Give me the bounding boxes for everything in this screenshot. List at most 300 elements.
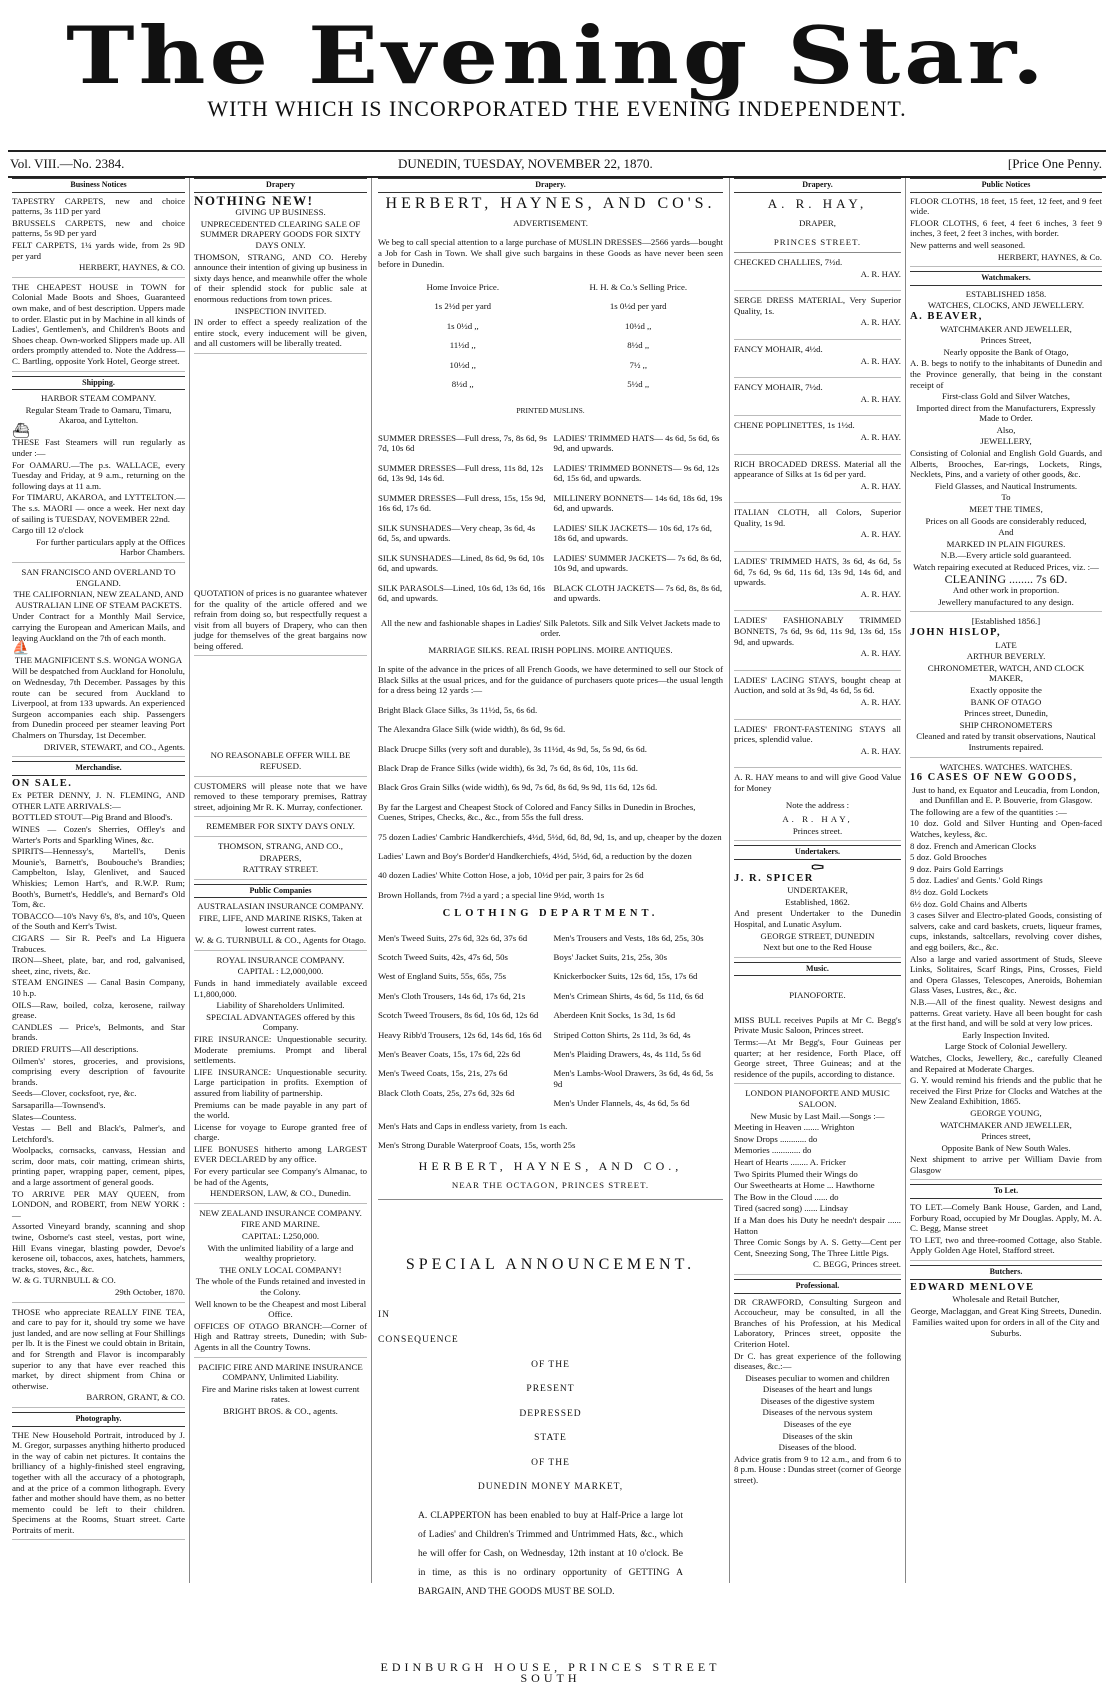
on-sale-line: Seeds—Clover, cocksfoot, rye, &c. <box>12 1088 137 1099</box>
hay-means-text: A. R. HAY means to and will give Good Value for Money <box>734 772 901 793</box>
nz-title: NEW ZEALAND INSURANCE COMPANY. <box>199 1207 362 1218</box>
harbor-line: Regular Steam Trade to Oamaru, Timaru, Akaroa, and Lyttelton. <box>25 404 172 426</box>
hay-address: A. R. HAY, <box>782 814 853 825</box>
young-line: G. Y. would remind his friends and the public that he received the First Prize for Clocks and Watches at the New Zealand Exhibition, 1865. <box>910 1075 1102 1107</box>
section-to-let: To Let. <box>910 1184 1102 1199</box>
hay-signature: A. R. HAY. <box>860 393 901 404</box>
muslin-header: Home Invoice Price. <box>426 281 500 292</box>
australasian-title: AUSTRALASIAN INSURANCE COMPANY. <box>197 901 364 912</box>
section-public-notices: Public Notices <box>910 178 1102 193</box>
disease-item: Diseases of the blood. <box>778 1442 857 1453</box>
clothing-item: Men's Cloth Trousers, 14s 6d, 17s 6d, 21s <box>378 990 526 1001</box>
section-drapery: Drapery. <box>378 178 723 193</box>
muslin-price: 1s 0½d per yard <box>609 301 667 312</box>
hats-item: Men's Strong Durable Waterproof Coats, 15s, worth 25s <box>378 1140 576 1151</box>
special-line: OF THE <box>531 1359 570 1370</box>
harbor-line: THESE Fast Steamers will run regularly as under :— <box>12 437 185 459</box>
customers-ad <box>194 781 367 818</box>
beaver-line: ESTABLISHED 1858. <box>965 288 1047 299</box>
on-sale-line: TO ARRIVE PER MAY QUEEN, from LONDON, and ROBERT, from NEW YORK :— <box>12 1188 185 1220</box>
young-line: 8 doz. French and American Clocks <box>910 840 1037 851</box>
harbor-line: Cargo till 12 o'clock <box>12 525 84 536</box>
muslin-price: 1s 0½d ,, <box>446 320 479 331</box>
hay-ad <box>734 257 901 291</box>
beaver-line: Watch repairing executed at Reduced Prices, viz. :— <box>913 562 1099 572</box>
young-line: WATCHES. WATCHES. WATCHES. <box>939 761 1073 772</box>
carpets-line: TAPESTRY CARPETS, new and choice patterns, 3s 11D per yard <box>12 195 185 217</box>
carpets-line: FELT CARPETS, 1¼ yards wide, from 2s 9D per yard <box>12 239 185 261</box>
hay-ad-text: CHECKED CHALLIES, 7½d. <box>734 256 843 267</box>
young-line: 16 CASES OF NEW GOODS, <box>910 772 1078 784</box>
sanfran-line: THE MAGNIFICENT S.S. WONGA WONGA <box>14 654 183 665</box>
nothing-new-line: IN order to effect a speedy realization of the entire stock, every inducement will be given, and all customers will be liberally treated. <box>194 317 367 349</box>
pacific-line: BRIGHT BROS. & CO., agents. <box>223 1405 338 1416</box>
nothing-new-line: INSPECTION INVITED. <box>234 305 327 316</box>
edinburgh-house: EDINBURGH HOUSE, PRINCES STREET SOUTH <box>380 1660 721 1685</box>
dress-price-list <box>378 424 723 613</box>
disease-item: Diseases of the heart and lungs <box>762 1384 873 1395</box>
clothing-item: West of England Suits, 55s, 65s, 75s <box>378 971 507 982</box>
on-sale-line: Ex PETER DENNY, J. N. FLEMING, AND OTHER LATE ARRIVALS:— <box>12 790 185 811</box>
song-item: If a Man does his Duty he needn't despair ...... Hatton <box>734 1214 901 1236</box>
beaver-line: Nearly opposite the Bank of Otago, <box>943 346 1069 357</box>
royal-line: LIFE INSURANCE: Unquestionable security. Large participation in profits. Exemption of assured from liability of partnership. <box>194 1066 367 1098</box>
cheapest-house-ad <box>12 282 185 372</box>
hay-ad <box>734 420 901 454</box>
on-sale-line: STEAM ENGINES — Canal Basin Company, 10 h.p. <box>12 977 185 998</box>
clothing-left-list <box>378 924 548 1118</box>
dress-item: LADIES' SUMMER JACKETS— 7s 6d, 8s 6d, 10s 9d, and upwards. <box>553 552 722 574</box>
harbor-steam-ad <box>12 393 185 563</box>
clothing-item: Scotch Tweed Trousers, 8s 6d, 10s 6d, 12s 6d <box>378 1010 539 1021</box>
nothing-new-line: GIVING UP BUSINESS. <box>235 207 326 218</box>
on-sale-line: WINES — Cozen's Sherries, Offley's and Warter's Ports and Sparkling Wines, &c. <box>12 824 185 845</box>
beaver-line: Consisting of Colonial and English Gold Guards, and Alberts, Brooches, Ear-rings, Lockets, Rings, Necklets, Pins, and a variety of other goods, &c. <box>910 448 1102 480</box>
royal-line: License for voyage to Europe granted free of charge. <box>194 1121 367 1143</box>
hay-ad-text: LADIES' LACING STAYS, bought cheap at Auction, and sold at 3s 9d, 4s 6d, 5s 6d. <box>734 674 901 696</box>
beaver-line: Prices on all Goods are considerably reduced, <box>925 515 1087 526</box>
dress-item: LADIES' TRIMMED HATS— 4s 6d, 5s 6d, 6s 9d, and upwards. <box>553 432 720 454</box>
hay-signature: A. R. HAY. <box>860 697 901 707</box>
london-pianoforte-ad <box>734 1088 901 1275</box>
hay-ad <box>734 615 901 670</box>
royal-signature: HENDERSON, LAW, & CO., Dunedin. <box>210 1188 351 1199</box>
on-sale-line: Assorted Vineyard brandy, scanning and shop twine, Osborne's cast steel, vestas, port wine, Hill Evans vinegar, blasting powder, Devoe's kerosene oil, tobaccos, axes, hatchets, hammers, tracks, stoves, &c., &c. <box>12 1221 185 1274</box>
hay-draper: DRAPER, <box>799 217 836 228</box>
on-sale-line: Sarsaparilla—Townsend's. <box>12 1099 106 1110</box>
spicer-line: GEORGE STREET, DUNEDIN <box>760 930 875 941</box>
remember-ad <box>194 821 367 837</box>
marriage-silks-text: In spite of the advance in the prices of all French Goods, we have determined to sell our Stock of Black Silks at the usual prices, and for the guidance of purchasers quote prices—the usual length for a dress being 12 yards :— <box>378 664 723 696</box>
floor-line: FLOOR CLOTHS, 18 feet, 15 feet, 12 feet, and 9 feet wide. <box>910 195 1102 217</box>
pacific-line: Fire and Marine risks taken at lowest current rates. <box>201 1383 360 1405</box>
photography-text: THE New Household Portrait, introduced by J. M. Gregor, surpasses anything hitherto produced in the way of cabin net pictures. It contains the brilliancy of a highly-finished steel engraving, together with all the accuracy of a photograph, and at the price of a common lithograph. Every father and mother should have them, as no better memento could be left to their children. Specimens at the Rooms, Stuart street. Carte Portraits of merit. <box>12 1429 185 1535</box>
young-line: Princes street, <box>981 1131 1031 1142</box>
column-2 <box>190 178 372 1583</box>
hay-means-ad <box>734 772 901 841</box>
hislop-ad <box>910 616 1102 757</box>
royal-insurance-ad <box>194 955 367 1204</box>
clapperton-text: A. CLAPPERTON has been enabled to buy at Half-Price a large lot of Ladies' and Children's Trimmed and Untrimmed Hats, &c., which he will offer for Cash, on Wednesday, 12th instant at 10 o'clock. Be in time, as this is no ordinary opportunity of GETTING A BARGAIN, AND THE GOODS MUST BE SOLD. <box>418 1511 683 1598</box>
price: [Price One Penny. <box>1007 156 1102 171</box>
song-item: Three Comic Songs by A. S. Getty—Cent per Cent, Sneezing Song, The Three Little Pigs. <box>734 1237 901 1258</box>
hay-ad <box>734 459 901 504</box>
hislop-line: Cleaned and rated by transit observations, Nautical Instruments repaired. <box>916 731 1096 752</box>
hay-signature: A. R. HAY. <box>860 648 901 659</box>
steamer-icon: ⛴ <box>12 423 29 439</box>
harbor-line: For TIMARU, AKAROA, and LYTTELTON.—The s.s. MAORI — once a week. Her next day of sailing is TUESDAY, NOVEMBER 22nd. <box>12 492 185 524</box>
to-let-ad <box>910 1202 1102 1261</box>
menlove-line: Wholesale and Retail Butcher, <box>952 1294 1060 1305</box>
on-sale-line: IRON—Sheet, plate, bar, and rod, galvanised, sheet, zinc, rivets, &c. <box>12 955 185 976</box>
beaver-line: WATCHES, CLOCKS, AND JEWELLERY. <box>927 300 1085 311</box>
nothing-new-line: UNPRECEDENTED CLEARING SALE OF SUMMER DRAPERY GOODS FOR SIXTY DAYS ONLY. <box>200 218 361 250</box>
nothing-new-title: NOTHING NEW! <box>194 192 314 208</box>
young-line: 6½ doz. Gold Chains and Alberts <box>910 898 1028 909</box>
australasian-line: W. & G. TURNBULL & CO., Agents for Otago. <box>195 935 366 946</box>
nz-line: THE ONLY LOCAL COMPANY! <box>219 1264 342 1275</box>
clothing-item: Black Cloth Coats, 25s, 27s 6d, 32s 6d <box>378 1087 515 1098</box>
muslin-price: 8½d ,, <box>451 378 474 389</box>
masthead <box>0 0 1114 150</box>
harbor-title: HARBOR STEAM COMPANY. <box>40 393 157 404</box>
san-francisco-ad <box>12 567 185 757</box>
crawford-text: DR CRAWFORD, Consulting Surgeon and Accoucheur, may be consulted, in all the Branches of his Profession, at his Medical Laboratory, Princes street, opposite the Criterion Hotel. <box>734 1296 901 1349</box>
hay-signature: A. R. HAY. <box>860 480 901 491</box>
column-spacer <box>194 358 367 588</box>
young-line: 5 doz. Gold Brooches <box>910 852 987 863</box>
dress-item: LADIES' SILK JACKETS— 10s 6d, 17s 6d, 18s 6d, and upwards. <box>553 522 712 544</box>
young-line: The following are a few of the quantities :— <box>910 806 1067 817</box>
hay-ad-text: LADIES' TRIMMED HATS, 3s 6d, 4s 6d, 5s 6d, 7s 6d, 9s 6d, 11s 6d, 13s 9d, 14s 6d, and upwards. <box>734 556 901 588</box>
hay-signature: A. R. HAY. <box>860 355 901 366</box>
disease-item: Diseases of the nervous system <box>762 1407 873 1418</box>
young-line: 8½ doz. Gold Lockets <box>910 887 988 898</box>
on-sale-line: W. & G. TURNBULL & CO. <box>12 1275 116 1286</box>
royal-line: SPECIAL ADVANTAGES offered by this Company. <box>206 1011 355 1033</box>
song-item: The Bow in the Cloud ...... do <box>734 1191 839 1202</box>
handkerchief-item: Ladies' Lawn and Boy's Border'd Handkerchiefs, 4½d, 5½d, 6d, a reduction by the dozen <box>378 851 692 862</box>
no-reasonable-text: NO REASONABLE OFFER WILL BE REFUSED. <box>210 750 351 772</box>
to-let-item: TO LET, two and three-roomed Cottage, also Stable. Apply Golden Age Hotel, Stafford street. <box>910 1234 1102 1256</box>
beaver-line: Jewellery manufactured to any design. <box>938 596 1074 607</box>
disease-item: Diseases of the skin <box>782 1430 853 1441</box>
spicer-line: UNDERTAKER, <box>787 885 848 896</box>
on-sale-title: ON SALE. <box>12 777 73 789</box>
disease-item: Diseases of the digestive system <box>760 1395 875 1406</box>
on-sale-line: Oilmen's' stores, groceries, and provisions, comprising every description of favourite brands. <box>12 1055 185 1087</box>
clothing-item: Heavy Ribb'd Trousers, 12s 6d, 14s 6d, 16s 6d <box>378 1029 542 1040</box>
royal-line: FIRE INSURANCE: Unquestionable security. Moderate premiums. Prompt and liberal settlements. <box>194 1033 367 1066</box>
hay-heading: A. R. HAY, <box>767 195 868 211</box>
on-sale-line: Slates—Countess. <box>12 1111 77 1122</box>
sanfran-line: Under Contract for a Monthly Mail Service, carrying the European and American Mails, and leaving Auckland on the 7th of each month. <box>12 611 185 643</box>
nz-line: FIRE AND MARINE. <box>241 1219 320 1230</box>
section-merchandise: Merchandise. <box>12 761 185 776</box>
tea-text: THOSE who appreciate REALLY FINE TEA, and care to pay for it, should try some we have just landed, and are now selling at Four Shillings per lb. It is the Finest we could obtain in Britain, and for Strength and Flavor is incomparably superior to any that have ever reached this market, by direct shipment from China or otherwise. <box>12 1306 185 1391</box>
clothing-item: Men's Crimean Shirts, 4s 6d, 5s 11d, 6s 6d <box>553 990 704 1001</box>
song-item: Heart of Hearts ........ A. Fricker <box>734 1157 846 1167</box>
sanfran-line: Will be despatched from Auckland for Honolulu, on Wednesday, 7th December. Passages by this route can be secured from Auckland to Liverpool, at from 133 upwards. An experienced Surgeon accompanies each ship. Passengers from Dunedin proceed per steamer leaving Port Chalmers on Thursday, 1st December. <box>12 666 185 740</box>
dress-item: LADIES' TRIMMED BONNETS— 9s 6d, 12s 6d, 15s 6d, and upwards. <box>553 462 720 484</box>
beaver-line: A. B. begs to notify to the inhabitants of Dunedin and the Province generally, that being in the constant receipt of <box>910 358 1102 390</box>
clothing-item: Scotch Tweed Suits, 42s, 47s 6d, 50s <box>378 952 508 963</box>
special-announcement-title: SPECIAL ANNOUNCEMENT. <box>405 1255 696 1273</box>
silk-item: Black Drap de France Silks (wide width), 6s 3d, 7s 6d, 8s 6d, 10s, 11s 6d. <box>378 762 638 773</box>
dress-right-list <box>554 424 724 613</box>
handkerchief-item: Brown Hollands, from 7½d a yard ; a special line 9½d, worth 1s <box>378 889 605 900</box>
young-line: 3 cases Silver and Electro-plated Goods, consisting of salvers, cake and card baskets, cruets, liqueur frames, cups, inkstands, saltcellars, revolving cover dishes, and egg boilers, &c., &c. <box>910 910 1102 952</box>
menlove-line: Families waited upon for orders in all of the City and Suburbs. <box>912 1317 1100 1338</box>
hislop-line: CHRONOMETER, WATCH, AND CLOCK MAKER, <box>927 662 1085 684</box>
beaver-line: And other work in proportion. <box>952 585 1060 596</box>
muslin-selling-prices <box>554 273 724 398</box>
section-butchers: Butchers. <box>910 1265 1102 1280</box>
section-music: Music. <box>734 962 901 977</box>
silk-item: Black Gros Grain Silks (wide width), 6s 9d, 7s 6d, 8s 6d, 9s 9d, 11s 6d, 12s 6d. <box>378 782 658 793</box>
hislop-line: BANK OF OTAGO <box>970 696 1042 707</box>
column-5 <box>906 178 1106 1583</box>
hay-princes: Princes street. <box>792 825 843 836</box>
nz-line: The whole of the Funds retained and invested in the Colony. <box>195 1276 366 1297</box>
section-watchmakers: Watchmakers. <box>910 271 1102 286</box>
spicer-ad <box>734 857 901 958</box>
hislop-name: JOHN HISLOP, <box>910 626 1002 638</box>
disease-item: Diseases of the eye <box>783 1419 852 1430</box>
sanfran-line: THE CALIFORNIAN, NEW ZEALAND, AND AUSTRALIAN LINE OF STEAM PACKETS. <box>13 589 184 610</box>
herbert-haynes-title: HERBERT, HAYNES, AND CO'S. <box>385 194 716 212</box>
herbert-haynes-signature: HERBERT, HAYNES, AND CO., <box>418 1158 683 1173</box>
section-drapery: Drapery. <box>734 178 901 193</box>
george-young-ad <box>910 762 1102 1181</box>
hay-note: Note the address : <box>785 799 850 810</box>
on-sale-line: BOTTLED STOUT—Pig Brand and Blood's. <box>12 812 173 823</box>
crawford-ad <box>734 1297 901 1490</box>
on-sale-line: Woolpacks, cornsacks, canvass, Hessian and scrim, door mats, coir matting, crimean shirts, printing paper, wrapping paper, cement, pipes, and a large assortment of general goods. <box>12 1145 185 1188</box>
song-item: Two Spirits Plumed their Wings do <box>734 1168 858 1179</box>
spicer-line: And present Undertaker to the Dunedin Hospital, and Lunatic Asylum. <box>734 908 901 929</box>
harbor-line: For further particulars apply at the Offices Harbor Chambers. <box>36 536 185 558</box>
clothing-price-list <box>378 924 723 1118</box>
beaver-line: Princes Street, <box>980 335 1032 346</box>
newspaper-subtitle: WITH WHICH IS INCORPORATED THE EVENING INDEPENDENT. <box>207 96 907 121</box>
carpets-line: BRUSSELS CARPETS, new and choice patterns, 5s 9D per yard <box>12 217 185 239</box>
hay-ad-text: FANCY MOHAIR, 7½d. <box>734 382 823 393</box>
young-line: Watches, Clocks, Jewellery, &c., carefully Cleaned and Repaired at Moderate Charges. <box>910 1052 1102 1074</box>
section-business-notices: Business Notices <box>12 178 185 193</box>
on-sale-line: OILS—Raw, boiled, colza, kerosene, railway grease. <box>12 999 185 1021</box>
beaver-line: And <box>998 527 1014 538</box>
hay-ad-text: LADIES' FRONT-FASTENING STAYS all prices, splendid value. <box>734 723 901 745</box>
hislop-line: SHIP CHRONOMETERS <box>959 719 1053 730</box>
carpets-signature: HERBERT, HAYNES, & CO. <box>78 262 185 273</box>
clothing-item: Aberdeen Knit Socks, 1s 3d, 1s 6d <box>553 1010 676 1021</box>
special-line: STATE <box>534 1433 567 1444</box>
young-line: Just to hand, ex Equator and Leucadia, from London, and Dunfillan and E. P. Bouverie, from Glasgow. <box>912 784 1100 806</box>
special-line: DEPRESSED <box>519 1408 582 1419</box>
dress-item: SUMMER DRESSES—Full dress, 15s, 15s 9d, 16s 6d, 17s 6d. <box>378 492 546 514</box>
crawford-text: Dr C. has great experience of the following diseases, &c.:— <box>734 1350 901 1372</box>
tea-signature: BARRON, GRANT, & CO. <box>86 1392 185 1403</box>
hay-signature: A. R. HAY. <box>860 588 901 599</box>
clothing-item: Men's Lambs-Wool Drawers, 3s 6d, 4s 6d, 5s 9d <box>553 1068 714 1089</box>
song-item: Tired (sacred song) ...... Lindsay <box>734 1203 849 1214</box>
special-line: IN <box>378 1310 391 1321</box>
special-line: CONSEQUENCE <box>378 1334 459 1345</box>
special-line: PRESENT <box>526 1384 575 1395</box>
hay-signature: A. R. HAY. <box>860 745 901 756</box>
miss-bull-terms: Terms:—At Mr Begg's, Four Guineas per quarter; at her residence, Forth Place, off George street, Three Guineas; and at the residence of the pupils, according to distance. <box>734 1037 901 1079</box>
harbor-line: For OAMARU.—The p.s. WALLACE, every Tuesday and Friday, at 9 a.m., returning on the following days at 11 a.m. <box>12 459 185 491</box>
dress-item: BLACK CLOTH JACKETS— 7s 6d, 8s, 8s 6d, and upwards. <box>553 582 723 604</box>
herbert-haynes-address: NEAR THE OCTAGON, PRINCES STREET. <box>378 1180 723 1200</box>
hay-ad <box>734 295 901 340</box>
hay-street: PRINCES STREET. <box>734 237 901 253</box>
pacific-title: PACIFIC FIRE AND MARINE INSURANCE COMPANY, Unlimited Liability. <box>198 1361 363 1383</box>
on-sale-signature: 29th October, 1870. <box>114 1287 185 1297</box>
hay-signature: A. R. HAY. <box>860 317 901 328</box>
column-spacer <box>194 660 367 750</box>
muslin-intro: We beg to call special attention to a large purchase of MUSLIN DRESSES—2566 yards—bought a Job for Cash in Town. We shall give such bargains in these Goods as have never been seen before in Dunedin. <box>378 237 723 269</box>
hay-ad-text: ITALIAN CLOTH, all Colors, Superior Quality, 1s 9d. <box>734 507 901 528</box>
column-3 <box>372 178 730 1685</box>
tea-ad <box>12 1307 185 1408</box>
song-item: Meeting in Heaven ....... Wrighton <box>734 1122 855 1133</box>
muslin-price: 1s 2½d per yard <box>434 301 492 312</box>
royal-line: Funds in hand immediately available exceed L1,800,000. <box>194 977 367 999</box>
royal-line: Liability of Shareholders Unlimited. <box>216 1000 345 1011</box>
customers-text: CUSTOMERS will please note that we have removed to these temporary premises, Rattray street, adjoining Mr R. K. Murray, confectioner. <box>194 780 367 812</box>
cleaning-price: CLEANING ........ 7s 6D. <box>944 571 1068 586</box>
section-drapery: Drapery <box>194 178 367 193</box>
hay-ad-text: CHENE POPLINETTES, 1s 1½d. <box>734 420 855 431</box>
hay-ad-text: RICH BROCADED DRESS. Material all the appearance of Silks at 1s 6d per yard. <box>734 458 901 480</box>
section-shipping: Shipping. <box>12 376 185 391</box>
marriage-silks-heading: MARRIAGE SILKS. REAL IRISH POPLINS. MOIRE ANTIQUES. <box>428 644 673 655</box>
young-line: Early Inspection Invited. <box>962 1029 1050 1040</box>
silk-item: The Alexandra Glace Silk (wide width), 8s 6d, 9s 6d. <box>378 724 566 735</box>
hay-ad <box>734 675 901 720</box>
dress-item: SILK SUNSHADES—Very cheap, 3s 6d, 4s 6d, 5s, and upwards. <box>378 522 536 544</box>
pacific-insurance-ad <box>194 1362 367 1421</box>
spicer-line: Established, 1862. <box>785 896 850 907</box>
muslin-price: 7½ ,, <box>629 359 648 370</box>
royal-line: For every particular see Company's Almanac, to be had of the Agents, <box>194 1166 367 1187</box>
handkerchief-item: 40 dozen Ladies' White Cotton Hose, a job, 10½d per pair, 3 pairs for 2s 6d <box>378 870 644 881</box>
menlove-name: EDWARD MENLOVE <box>910 1281 1035 1293</box>
beaver-line: Imported direct from the Manufacturers, Expressly Made to Order. <box>916 402 1096 424</box>
section-undertakers: Undertakers. <box>734 845 901 860</box>
muslin-price: 8½d ,, <box>627 340 650 351</box>
on-sale-line: DRIED FRUITS—All descriptions. <box>12 1043 139 1054</box>
london-heading: LONDON PIANOFORTE AND MUSIC SALOON. <box>745 1088 890 1110</box>
miss-bull-ad <box>734 1015 901 1085</box>
hay-ad <box>734 344 901 378</box>
dateline <box>8 150 1106 178</box>
nothing-new-line: THOMSON, STRANG, AND CO. Hereby announce their intention of giving up business in sixty days hence, and meanwhile offer the whole of their splendid stock for public sale at enormous reductions from town prices. <box>194 251 367 304</box>
hay-ad <box>734 382 901 416</box>
hay-signature: A. R. HAY. <box>860 529 901 540</box>
tsc-line: RATTRAY STREET. <box>242 864 319 875</box>
australasian-line: FIRE, LIFE, AND MARINE RISKS, Taken at lowest current rates. <box>198 913 363 934</box>
no-reasonable-ad <box>194 750 367 776</box>
on-sale-line: TOBACCO—10's Navy 6's, 8's, and 10's, Queen of the South and Kerr's Twist. <box>12 910 185 932</box>
muslin-price: 11½d ,, <box>449 340 476 351</box>
muslin-price: 5½d ,, <box>627 378 650 389</box>
section-public-companies: Public Companies <box>194 884 367 899</box>
tsc-line: DRAPERS, <box>259 852 302 863</box>
beaver-line: Also, <box>996 424 1016 435</box>
remember-text: REMEMBER FOR SIXTY DAYS ONLY. <box>206 821 355 832</box>
floor-cloths-ad <box>910 196 1102 268</box>
beaver-line: MARKED IN PLAIN FIGURES. <box>946 538 1066 549</box>
clothing-item: Boys' Jacket Suits, 21s, 25s, 30s <box>553 952 668 963</box>
royal-line: LIFE BONUSES hitherto among LARGEST EVER DECLARED by any office. <box>194 1143 367 1165</box>
australasian-ad <box>194 901 367 950</box>
begg-signature: C. BEGG, Princes street. <box>813 1259 901 1270</box>
quotation-ad <box>194 588 367 657</box>
young-line: Also a large and varied assortment of Studs, Sleeve Links, Solitaires, Scarf Rings, Pins, Crosses, Field and Opera Glasses, Telescopes, Aneroids, Bohemian Glass Vases, Lustres, &c., &c. <box>910 953 1102 996</box>
tsc-line: THOMSON, STRANG, AND CO., <box>218 841 343 852</box>
hay-ad <box>734 556 901 611</box>
dress-item: MILLINERY BONNETS— 14s 6d, 18s 6d, 19s 6d, and upwards. <box>553 492 723 514</box>
sanfran-signature: DRIVER, STEWART, and CO., Agents. <box>43 741 185 752</box>
place-date: DUNEDIN, TUESDAY, NOVEMBER 22, 1870. <box>398 156 653 171</box>
volume-number: Vol. VIII.—No. 2384. <box>10 156 125 171</box>
carpets-ad <box>12 196 185 278</box>
silk-item: Black Drucpe Silks (very soft and durable), 3s 11½d, 4s 9d, 5s, 5s 9d, 6s 6d. <box>378 743 647 754</box>
advice-text: Advice gratis from 9 to 12 a.m., and from 6 to 8 p.m. House : Dundas street (corner of George street). <box>734 1453 901 1486</box>
special-line: DUNEDIN MONEY MARKET, <box>477 1482 624 1493</box>
on-sale-line: CANDLES — Price's, Belmonts, and Star brands. <box>12 1021 185 1043</box>
young-line: 9 doz. Pairs Gold Earrings <box>910 863 1004 874</box>
hislop-line: LATE <box>995 639 1017 650</box>
printed-muslins-label: PRINTED MUSLINS. <box>516 405 585 415</box>
spicer-line: Next but one to the Red House <box>763 942 872 953</box>
young-line: GEORGE YOUNG, <box>970 1107 1042 1118</box>
clothing-department-heading: CLOTHING DEPARTMENT. <box>442 908 659 920</box>
song-item: Snow Drops ............ do <box>734 1133 818 1144</box>
hay-ad-text: FANCY MOHAIR, 4½d. <box>734 343 823 354</box>
young-line: Large Stock of Colonial Jewellery. <box>944 1041 1068 1052</box>
dress-item: SILK SUNSHADES—Lined, 8s 6d, 9s 6d, 10s 6d, and upwards. <box>378 552 544 574</box>
beaver-line: MEET THE TIMES, <box>969 504 1043 515</box>
section-photography: Photography. <box>12 1412 185 1427</box>
royal-line: CAPITAL : L2,000,000. <box>237 966 324 977</box>
pianoforte-heading: PIANOFORTE. <box>789 990 846 1001</box>
herbert-haynes-subtitle: ADVERTISEMENT. <box>513 217 588 228</box>
on-sale-line: CIGARS — Sir R. Peel's and La Higuera Trabuces. <box>12 933 185 954</box>
muslin-home-prices <box>378 273 548 398</box>
menlove-line: George, Maclaggan, and Great King Streets, Dunedin. <box>910 1305 1102 1316</box>
clothing-item: Men's Under Flannels, 4s, 4s 6d, 5s 6d <box>553 1098 690 1109</box>
beaver-line: N.B.—Every article sold guaranteed. <box>940 550 1072 561</box>
sanfran-title: SAN FRANCISCO AND OVERLAND TO ENGLAND. <box>21 567 176 588</box>
beaver-line: Field Glasses, and Nautical Instruments. <box>934 480 1078 491</box>
special-line: OF THE <box>531 1457 570 1468</box>
young-line: Opposite Bank of New South Wales. <box>941 1142 1071 1153</box>
nothing-new-ad <box>194 192 367 354</box>
floor-line: FLOOR CLOTHS, 6 feet, 4 feet 6 inches, 3 feet 9 inches, 3 feet, 2 feet 3 inches, with border. <box>910 217 1102 239</box>
spicer-line: J. R. SPICER <box>734 872 814 884</box>
newspaper-title: The Evening Star. <box>66 10 1048 102</box>
nz-insurance-ad <box>194 1208 367 1358</box>
muslin-price: 10½d ,, <box>625 320 652 331</box>
beaver-name: A. BEAVER, <box>910 310 983 322</box>
nz-line: With the unlimited liability of a large and wealthy proprietory. <box>207 1242 354 1264</box>
clothing-item: Knickerbocker Suits, 12s 6d, 15s, 17s 6d <box>553 971 698 982</box>
nz-line: CAPITAL: L250,000. <box>241 1231 320 1242</box>
